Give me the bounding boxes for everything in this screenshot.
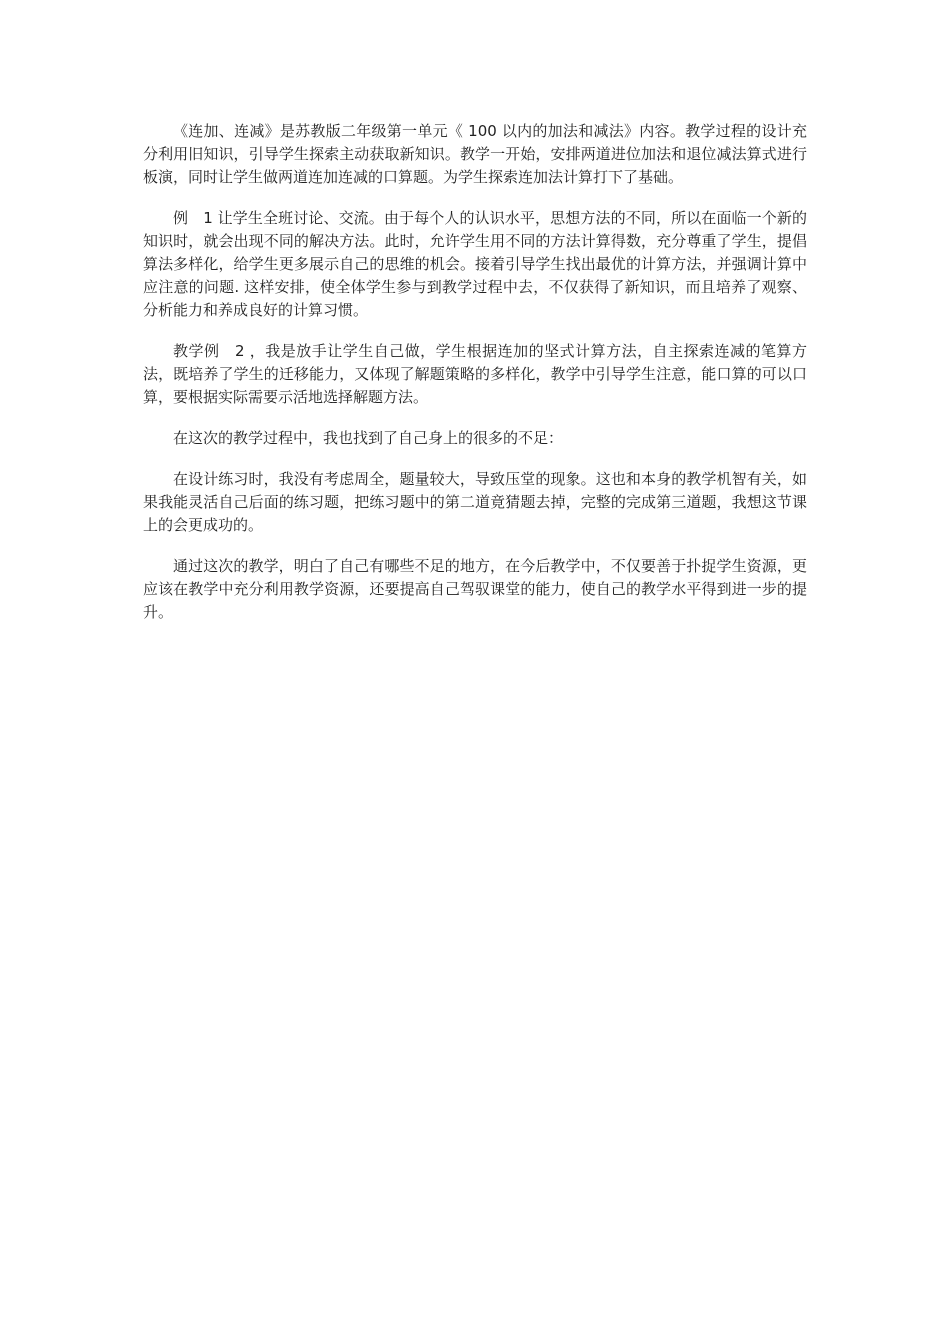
paragraph-conclusion: 通过这次的教学，明白了自己有哪些不足的地方，在今后教学中，不仅要善于扑捉学生资源，更应该在教学中充分利用教学资源，还要提高自己驾驭课堂的能力，使自己的教学水平得到进一步的提升。 [143, 557, 807, 621]
paragraph-intro: 《连加、连减》是苏教版二年级第一单元《 100 以内的加法和减法》内容。教学过程的设计充分利用旧知识，引导学生探索主动获取新知识。教学一开始，安排两道进位加法和退位减法算式进行板演，同时让学生做两道连加连减的口算题。为学生探索连加法计算打下了基础。 [143, 122, 807, 186]
document-body [143, 120, 807, 642]
paragraph-example-2: 教学例 2 ，我是放手让学生自己做，学生根据连加的坚式计算方法，自主探索连减的笔算方法，既培养了学生的迁移能力，又体现了解题策略的多样化，教学中引导学生注意，能口算的可以口算，要根据实际需要示活地选择解题方法。 [143, 342, 807, 406]
paragraph-exercise-design: 在设计练习时，我没有考虑周全，题量较大，导致压堂的现象。这也和本身的教学机智有关，如果我能灵活自己后面的练习题，把练习题中的第二道竟猜题去掉，完整的完成第三道题，我想这节课上的会更成功的。 [143, 470, 807, 534]
paragraph-example-1: 例 1 让学生全班讨论、交流。由于每个人的认识水平，思想方法的不同，所以在面临一个新的知识时，就会出现不同的解决方法。此时，允许学生用不同的方法计算得数，充分尊重了学生，提倡算法多样化，给学生更多展示自己的思维的机会。接着引导学生找出最优的计算方法，并强调计算中应注意的问题. 这样安排，使全体学生参与到教学过程中去，不仅获得了新知识，而且培养了观察、分析能力和养成良好的计算习惯。 [143, 209, 807, 319]
paragraph-shortcomings-intro: 在这次的教学过程中，我也找到了自己身上的很多的不足： [173, 429, 564, 447]
